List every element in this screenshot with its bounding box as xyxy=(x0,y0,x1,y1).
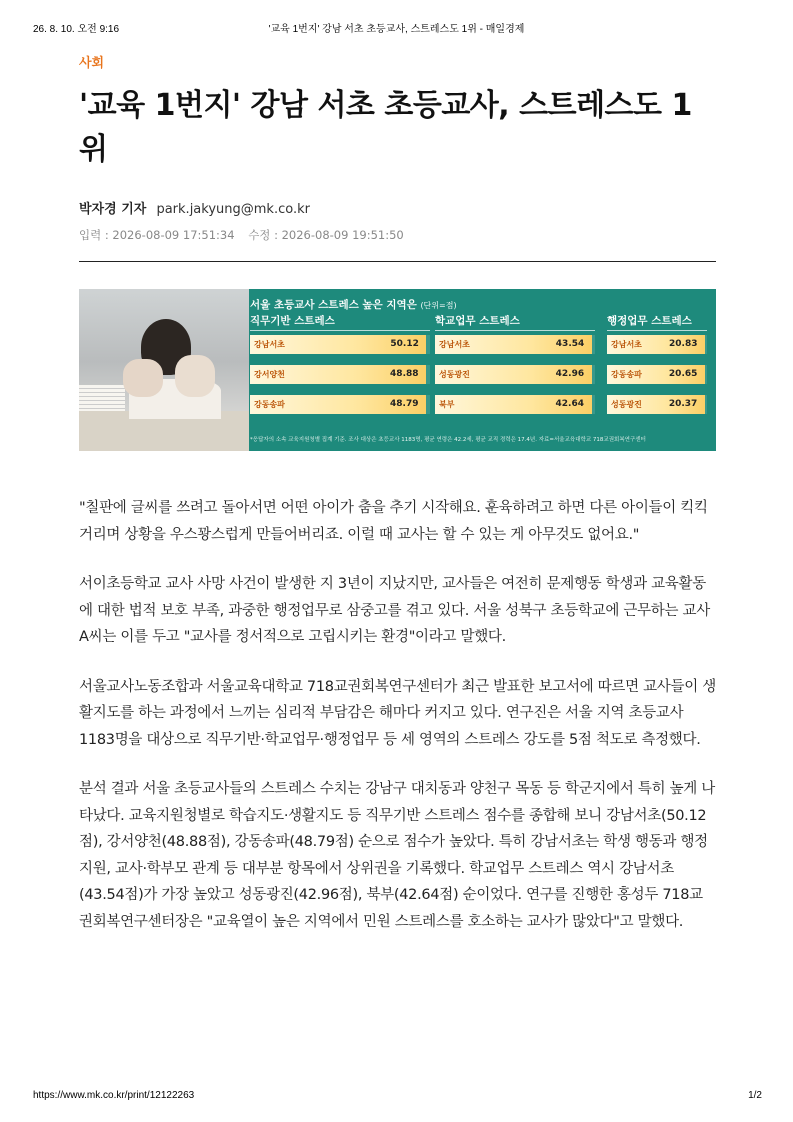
chart-data-label: 20.65 xyxy=(668,369,698,379)
paragraph: 서울교사노동조합과 서울교육대학교 718교권회복연구센터가 최근 발표한 보고서에 따르면 교사들이 생활지도를 하는 과정에서 느끼는 심리적 부담감은 해마다 커지고 있다. 연구진은 서울 지역 초등교사 1183명을 대상으로 직무기반·학교업무·행정업무 등 세 영역의 스트레스 강도를 5점 척도로 측정했다. xyxy=(79,678,716,748)
article-figure xyxy=(79,289,716,451)
chart-data-label: 48.79 xyxy=(390,399,419,409)
chart-bar-row xyxy=(607,395,707,414)
chart-panel xyxy=(607,313,707,425)
chart-category-label: 강남서초 xyxy=(611,340,642,349)
chart-panel-title: 행정업무 스트레스 xyxy=(607,313,707,331)
chart-bar-row xyxy=(607,365,707,384)
stressed-teacher-photo xyxy=(79,289,249,451)
author-email[interactable]: park.jakyung@mk.co.kr xyxy=(156,202,310,217)
chart-category-label: 북부 xyxy=(439,400,455,409)
paragraph: 서이초등학교 교사 사망 사건이 발생한 지 3년이 지났지만, 교사들은 여전히 문제행동 학생과 교육활동에 대한 법적 보호 부족, 과중한 행정업무로 삼중고를 겪고 있다. 서울 성북구 초등학교에 근무하는 교사 A씨는 이를 두고 "교사를 정서적으로 고립시키는 환경"이라고 말했다. xyxy=(79,576,710,645)
chart-bar-row xyxy=(435,395,595,414)
chart-data-label: 42.64 xyxy=(555,399,584,409)
article xyxy=(79,52,716,958)
chart-bar-row xyxy=(250,395,430,414)
chart-category-label: 강동송파 xyxy=(254,400,285,409)
byline xyxy=(79,198,716,217)
chart-data-label: 43.54 xyxy=(555,339,585,349)
chart-note: *응답자의 소속 교육지원청별 집계 기준. 조사 대상은 초등교사 1183명, 평균 연령은 42.2세, 평균 교직 경력은 17.4년. 자료=서울교육대학교 718교권회복연구센터 xyxy=(250,437,646,443)
chart-bar-row xyxy=(435,335,595,354)
chart-unit: (단위=점) xyxy=(420,301,457,310)
headline: '교육 1번지' 강남 서초 초등교사, 스트레스도 1위 xyxy=(79,88,692,167)
paragraph: "칠판에 글씨를 쓰려고 돌아서면 어떤 아이가 춤을 추기 시작해요. 훈육하려고 하면 다른 아이들이 킥킥거리며 상황을 우스꽝스럽게 만들어버리죠. 이럴 때 교사는 할 수 있는 게 아무것도 없어요." xyxy=(79,500,708,543)
print-url: https://www.mk.co.kr/print/12122263 xyxy=(33,1090,195,1101)
modified-date: 수정 : 2026-08-09 19:51:50 xyxy=(248,228,404,242)
chart-panel-title: 직무기반 스트레스 xyxy=(250,313,430,331)
print-datetime: 26. 8. 10. 오전 9:16 xyxy=(33,24,120,35)
chart-bar-row xyxy=(250,365,430,384)
chart-category-label: 성동광진 xyxy=(611,400,642,409)
paragraph: 분석 결과 서울 초등교사들의 스트레스 수치는 강남구 대치동과 양천구 목동 등 학군지에서 특히 높게 나타났다. 교육지원청별로 학습지도·생활지도 등 직무기반 스트레스 점수를 종합해 보니 강남서초(50.12점), 강서양천(48.88점), 강동송파(48.79점) 순으로 점수가 높았다. 특히 강남서초는 학생 행동과 행정 지원, 교사·학부모 관계 등 대부분 항목에서 상위권을 기록했다. 학교업무 스트레스 역시 강남서초(43.54점)가 가장 높았고 성동광진(42.96점), 북부(42.64점) 순이었다. 연구를 진행한 홍성두 718교권회복연구센터장은 "교육열이 높은 지역에서 민원 스트레스를 호소하는 교사가 많았다"고 말했다. xyxy=(79,781,716,930)
chart-data-label: 50.12 xyxy=(390,339,419,349)
chart-bar-row xyxy=(435,365,595,384)
chart-data-label: 20.37 xyxy=(668,399,698,409)
header-divider xyxy=(79,261,716,262)
chart-data-label: 20.83 xyxy=(669,339,698,349)
chart-panel xyxy=(250,313,430,425)
article-dates xyxy=(79,227,716,243)
chart-category-label: 강동송파 xyxy=(611,370,642,379)
chart-category-label: 성동광진 xyxy=(439,370,470,379)
section-label[interactable]: 사회 xyxy=(79,56,105,71)
author-name: 박자경 기자 xyxy=(79,202,147,217)
chart-title: 서울 초등교사 스트레스 높은 지역은 (단위=점) xyxy=(250,299,457,311)
chart-bar-row xyxy=(607,335,707,354)
article-body xyxy=(79,495,716,935)
chart-data-label: 48.88 xyxy=(390,369,419,379)
published-date: 입력 : 2026-08-09 17:51:34 xyxy=(79,228,235,242)
print-page-number: 1/2 xyxy=(748,1090,762,1101)
print-page-title: '교육 1번지' 강남 서초 초등교사, 스트레스도 1위 - 매일경제 xyxy=(268,24,525,35)
chart-category-label: 강남서초 xyxy=(439,340,470,349)
chart-category-label: 강남서초 xyxy=(254,340,285,349)
chart-panel-title: 학교업무 스트레스 xyxy=(435,313,595,331)
chart-category-label: 강서양천 xyxy=(254,370,285,379)
chart-data-label: 42.96 xyxy=(555,369,585,379)
chart-bar-row xyxy=(250,335,430,354)
chart-panel xyxy=(435,313,595,425)
